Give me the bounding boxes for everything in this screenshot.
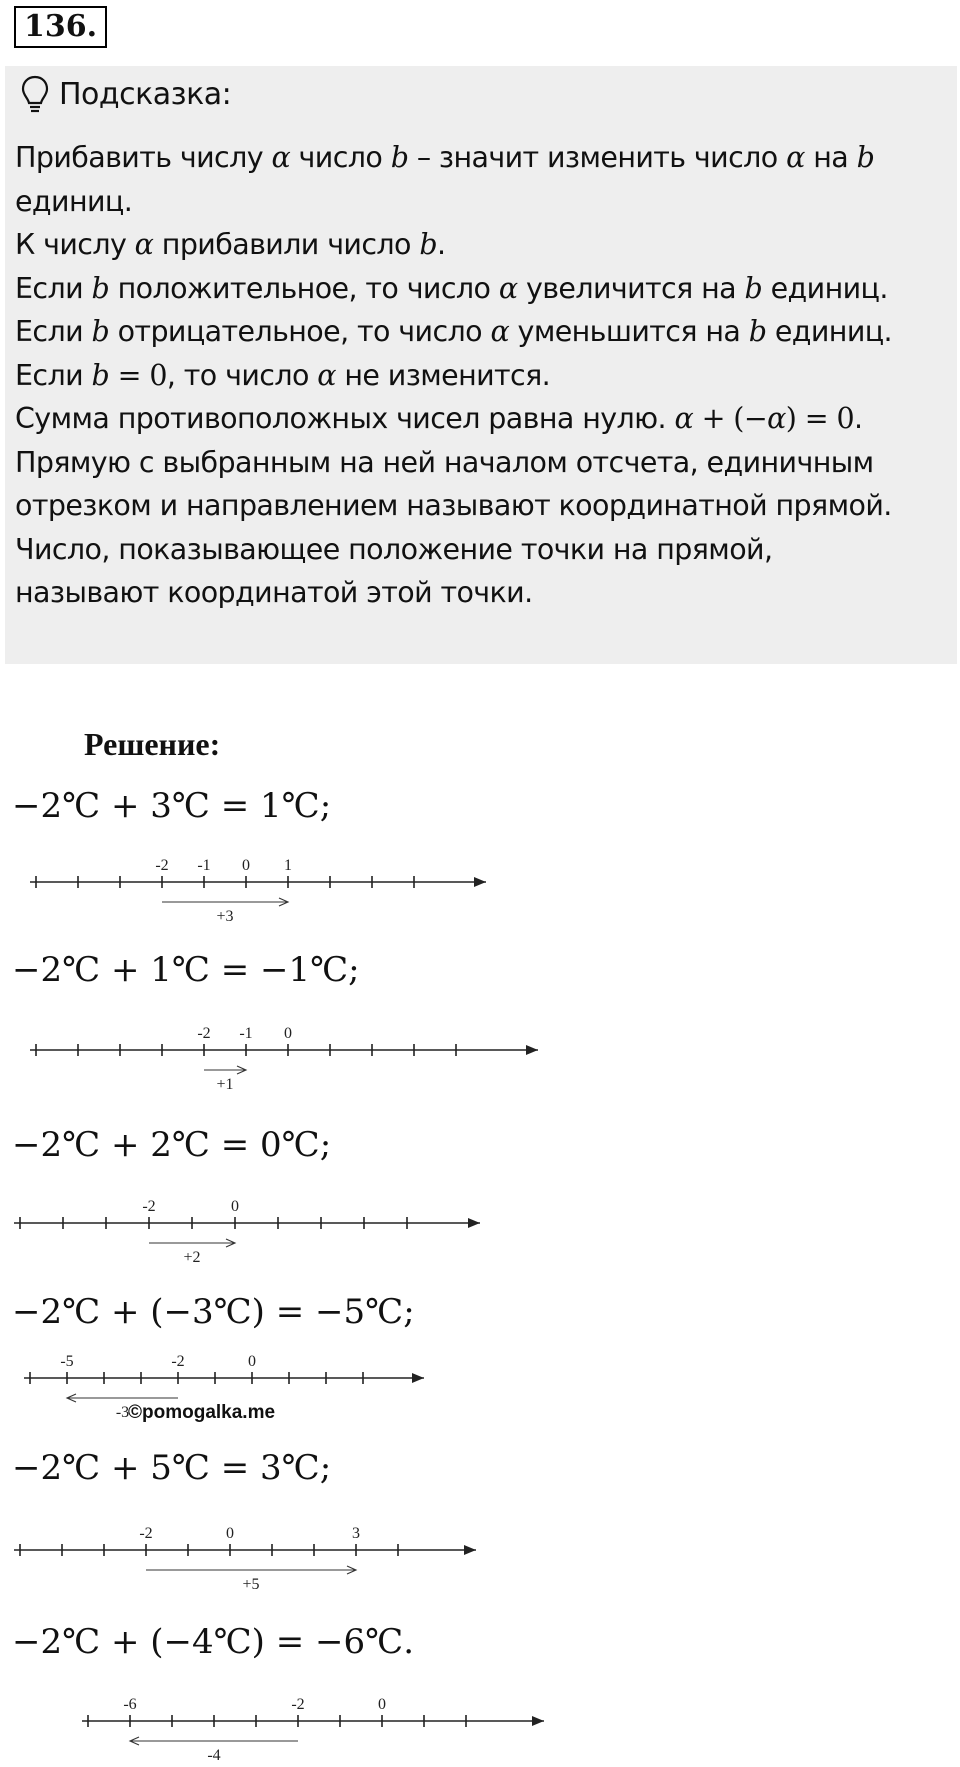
hint-segment: + (− (693, 402, 768, 435)
tick-label: -6 (123, 1696, 137, 1713)
tick-label: 0 (231, 1198, 239, 1215)
equation: −2℃ + 2℃ = 0℃; (12, 1125, 332, 1165)
equation: −2℃ + 3℃ = 1℃; (12, 786, 332, 826)
hint-segment: b (856, 141, 875, 174)
hint-segment: ) = 0 (785, 402, 855, 435)
shift-label: -4 (207, 1747, 221, 1764)
hint-segment: положительное, то число (109, 271, 499, 305)
tick-label: -2 (171, 1353, 185, 1370)
number-line (0, 1681, 600, 1767)
number-line (0, 1338, 600, 1424)
axis-arrowhead (532, 1716, 544, 1726)
watermark: ©pomogalka.me (128, 1402, 276, 1423)
tick-label: 0 (284, 1025, 292, 1042)
hint-segment: Число, показывающее положение точки на прямой, (15, 532, 773, 566)
hint-segment: называют координатой этой точки. (15, 576, 533, 609)
hint-line (15, 528, 955, 572)
hint-line (15, 310, 955, 354)
hint-segment: α (498, 271, 518, 305)
hint-line (15, 180, 955, 224)
hint-segment: α (271, 141, 291, 174)
hint-segment: Сумма противоположных чисел равна нулю. (15, 402, 675, 435)
tick-label: -2 (197, 1025, 211, 1042)
tick-label: 0 (242, 857, 250, 874)
hint-segment: Прямую с выбранным на ней началом отсчета, единичным (15, 445, 874, 479)
hint-line (15, 441, 955, 485)
hint-segment: увеличится на (517, 271, 745, 305)
hint-line (15, 571, 955, 615)
hint-segment: α (490, 315, 510, 348)
hint-segment: число (290, 141, 391, 174)
hint-segment: α (786, 141, 805, 174)
shift-label: -3 (115, 1404, 130, 1421)
axis-arrowhead (526, 1045, 538, 1055)
tick-label: 3 (352, 1525, 360, 1542)
axis-arrowhead (474, 877, 486, 887)
axis-arrowhead (412, 1373, 424, 1383)
equation: −2℃ + 1℃ = −1℃; (12, 950, 360, 990)
hint-segment: b (91, 315, 110, 348)
hint-text (15, 136, 955, 615)
tick-label: -1 (197, 857, 211, 874)
number-line (0, 842, 600, 928)
equation: −2℃ + 5℃ = 3℃; (12, 1448, 332, 1488)
hint-segment: α (674, 402, 694, 435)
number-line (0, 1010, 600, 1096)
hint-segment: b (91, 358, 110, 392)
hint-line (15, 136, 955, 180)
number-line (0, 1510, 600, 1596)
hint-segment: = 0 (109, 358, 167, 392)
equation: −2℃ + (−3℃) = −5℃; (12, 1292, 415, 1332)
tick-label: -1 (239, 1025, 253, 1042)
task-number: 136. (14, 6, 107, 48)
hint-segment: Прибавить числу (15, 141, 272, 174)
hint-segment: b (390, 141, 409, 174)
hint-header (21, 74, 231, 114)
hint-segment: не изменится. (335, 358, 551, 392)
hint-segment: b (419, 228, 437, 261)
tick-label: 0 (378, 1696, 386, 1713)
shift-label: +1 (216, 1076, 234, 1093)
hint-line (15, 223, 955, 267)
tick-label: 1 (284, 857, 292, 874)
axis-arrowhead (468, 1218, 480, 1228)
hint-segment: . (437, 228, 446, 261)
hint-segment: единиц. (762, 271, 888, 305)
hint-segment: прибавили число (153, 228, 420, 261)
hint-line (15, 267, 955, 311)
tick-label: -2 (139, 1525, 153, 1542)
hint-segment: b (748, 315, 767, 348)
hint-segment: , то число (166, 358, 318, 392)
hint-segment: на (804, 141, 857, 174)
equation: −2℃ + (−4℃) = −6℃. (12, 1622, 415, 1662)
hint-segment: единиц. (766, 315, 893, 348)
tick-label: -2 (142, 1198, 156, 1215)
hint-segment: Если (15, 358, 92, 392)
tick-label: 0 (248, 1353, 256, 1370)
hint-title: Подсказка: (59, 76, 232, 112)
hint-box (5, 66, 957, 664)
hint-line (15, 484, 955, 528)
shift-label: +3 (216, 908, 234, 925)
hint-segment: α (767, 402, 786, 435)
hint-line (15, 397, 955, 441)
tick-label: -5 (60, 1353, 74, 1370)
tick-label: 0 (226, 1525, 234, 1542)
hint-segment: К числу (15, 228, 135, 261)
tick-label: -2 (155, 857, 169, 874)
shift-label: +5 (242, 1576, 260, 1593)
hint-line (15, 354, 955, 398)
hint-segment: α (317, 358, 336, 392)
solution-title: Решение: (84, 726, 221, 762)
hint-segment: уменьшится на (509, 315, 749, 348)
hint-segment: отрезком и направлением называют координатной прямой. (15, 489, 892, 522)
lightbulb-icon (21, 74, 49, 114)
hint-segment: отрицательное, то число (109, 315, 491, 348)
number-line (0, 1183, 600, 1269)
hint-segment: b (91, 271, 110, 305)
hint-segment: Если (15, 315, 92, 348)
tick-label: -2 (291, 1696, 305, 1713)
hint-segment: b (744, 271, 763, 305)
shift-label: +2 (183, 1249, 201, 1266)
axis-arrowhead (464, 1545, 476, 1555)
hint-segment: – значит изменить число (408, 141, 787, 174)
hint-segment: α (134, 228, 154, 261)
hint-segment: . (854, 402, 863, 435)
hint-segment: Если (15, 271, 92, 305)
hint-segment: единиц. (15, 184, 133, 218)
